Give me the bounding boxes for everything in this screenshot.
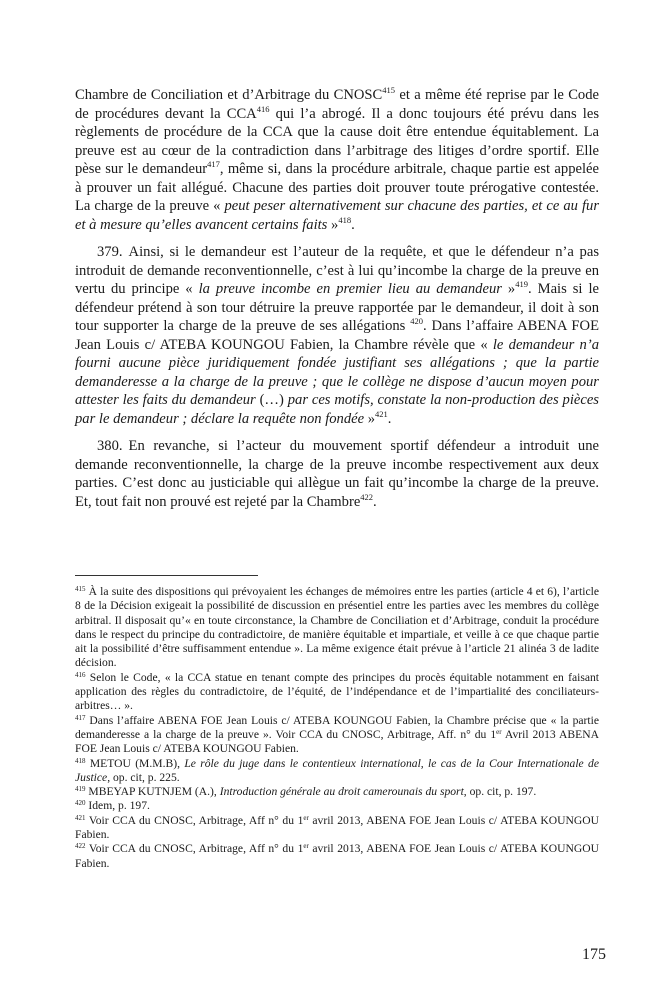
footnote-number: 415 bbox=[75, 585, 86, 593]
text-run: et a même été reprise par le Code de procédures devant la CCA bbox=[75, 87, 600, 122]
book-title: Le rôle du juge dans le contentieux international, le cas de la Cour Internationale de Justice bbox=[75, 756, 599, 784]
footnotes bbox=[75, 585, 599, 871]
footnote-text: , op. cit, p. 225. bbox=[107, 770, 180, 784]
footnote-text: Voir CCA du CNOSC, Arbitrage, Aff n° du 1 bbox=[85, 842, 304, 856]
footnote-number: 422 bbox=[75, 842, 86, 851]
main-text bbox=[75, 86, 599, 520]
text-run: Chambre de Conciliation et d’Arbitrage du CNOSC bbox=[75, 87, 383, 103]
italic-quote: peut peser alternativement sur chacune des parties, et ce au fur et à mesure qu’elles avancent certains faits bbox=[75, 198, 600, 233]
footnote-415 bbox=[75, 585, 599, 671]
text-run: . Dans l’affaire ABENA FOE Jean Louis c/ ATEBA KOUNGOU Fabien, la Chambre révèle que « bbox=[75, 318, 599, 353]
paragraph-380 bbox=[75, 437, 599, 511]
footnote-number: 417 bbox=[75, 713, 86, 722]
paragraph-continued bbox=[75, 86, 599, 234]
paragraph-number: 380. bbox=[97, 438, 123, 454]
footnote-text: MBEYAP KUTNJEM (A.), bbox=[85, 785, 220, 799]
footnote-separator bbox=[75, 575, 258, 576]
footnote-420 bbox=[75, 799, 599, 813]
book-title: Introduction générale au droit camerounais du sport bbox=[219, 785, 464, 799]
footnote-419 bbox=[75, 785, 599, 799]
footnote-number: 416 bbox=[75, 670, 86, 679]
text-run: qui l’a abrogé. Il a donc toujours été prévu dans les règlements de procédure de la CCA que la cause doit être entendue équitablement. La preuve est au cœur de la contradiction dans l’arbitrage des litiges d’ordre sportif. Elle pèse sur le demandeur bbox=[75, 105, 599, 177]
footnote-421 bbox=[75, 814, 599, 843]
italic-quote: par ces motifs, constate la non-production des pièces par le demandeur ; déclare la requête non fondée bbox=[75, 392, 599, 427]
page-number: 175 bbox=[582, 946, 606, 963]
footnote-text: METOU (M.M.B), bbox=[85, 756, 185, 770]
footnote-ref: 418 bbox=[338, 214, 352, 225]
footnote-ref: 419 bbox=[515, 279, 528, 289]
paragraph-379 bbox=[75, 243, 599, 428]
footnote-number: 421 bbox=[75, 813, 86, 822]
footnote-ref: 415 bbox=[382, 85, 396, 95]
text-run: Ainsi, si le demandeur est l’auteur de la requête, et que le défendeur n’a pas introduit de demande reconventionnelle, c’est à lui qu’incombe la charge de la preuve en vertu du principe « bbox=[75, 244, 599, 297]
footnote-ref: 422 bbox=[360, 491, 374, 502]
footnote-422 bbox=[75, 842, 599, 871]
text-run: . Mais si le défendeur prétend à son tour détruire la preuve rapportée par le demandeur, il doit à son tour supporter la charge de la preuve de ses allégations bbox=[75, 281, 599, 334]
footnote-text: avril 2013, ABENA FOE Jean Louis c/ ATEBA KOUNGOU Fabien. bbox=[75, 842, 599, 870]
text-run: » bbox=[364, 410, 376, 427]
footnote-number: 418 bbox=[75, 756, 86, 765]
text-run: . bbox=[351, 216, 355, 233]
italic-quote: le demandeur n’a fourni aucune pièce juridiquement fondée justifiant ses allégations ; que la partie demanderesse a la charge de la preuve ; que le collège ne dispose d’aucun moyen pour attester les faits du demandeur bbox=[75, 336, 599, 408]
italic-quote: la preuve incombe en premier lieu au demandeur bbox=[198, 281, 502, 297]
footnote-text: Voir CCA du CNOSC, Arbitrage, Aff n° du 1 bbox=[85, 813, 304, 827]
footnote-text: Selon le Code, « la CCA statue en tenant compte des principes du procès équitable notamment en faisant application des règles du contradictoire, de l’équité, de l’indépendance et de l’impartialité des conciliateurs-arbitres… ». bbox=[75, 670, 599, 713]
text-run: . bbox=[373, 493, 377, 510]
footnote-418 bbox=[75, 757, 599, 786]
text-run: En revanche, si l’acteur du mouvement sportif défendeur a introduit une demande reconventionnelle, la charge de la preuve incombe respectivement aux deux parties. C’est donc au justiciable qui allègue un fait qu’incombe la charge de la preuve. Et, tout fait non prouvé est rejeté par la Chambre bbox=[75, 438, 599, 510]
footnote-ref: 416 bbox=[256, 103, 270, 114]
footnote-416 bbox=[75, 671, 599, 714]
ordinal-suffix: er bbox=[496, 727, 502, 736]
footnote-ref: 420 bbox=[410, 316, 423, 326]
footnote-number: 420 bbox=[75, 799, 86, 808]
text-run: , même si, dans la procédure arbitrale, chaque partie est appelée à prouver un fait allégué. Chacune des parties doit prouver toute prérogative contestée. La charge de la preuve « bbox=[75, 161, 599, 214]
paragraph-number: 379. bbox=[97, 244, 123, 260]
footnote-text: Idem, p. 197. bbox=[85, 799, 150, 813]
text-run: . bbox=[387, 410, 392, 427]
footnote-text: avril 2013, ABENA FOE Jean Louis c/ ATEBA KOUNGOU Fabien. bbox=[75, 813, 599, 842]
text-run: (…) bbox=[255, 392, 288, 408]
footnote-ref: 417 bbox=[207, 159, 220, 169]
text-run: » bbox=[501, 281, 516, 297]
footnote-ref: 421 bbox=[375, 408, 388, 419]
footnote-text: Dans l’affaire ABENA FOE Jean Louis c/ ATEBA KOUNGOU Fabien, la Chambre précise que « la partie demanderesse a la charge de la preuve ». Voir CCA du CNOSC, Arbitrage, Aff. n° du 1 bbox=[75, 713, 599, 741]
text-run: » bbox=[327, 216, 339, 233]
ordinal-suffix: er bbox=[303, 813, 309, 822]
footnote-text: , op. cit, p. 197. bbox=[463, 785, 537, 799]
footnote-number: 419 bbox=[75, 785, 86, 794]
ordinal-suffix: er bbox=[303, 842, 309, 851]
footnote-417 bbox=[75, 714, 599, 757]
footnote-text: À la suite des dispositions qui prévoyaient les échanges de mémoires entre les parties (article 4 et 6), l’article 8 de la Décision exigeait la possibilité de discussion en présentiel entre les parties avec les membres du collège arbitral. Il disposait qu’« en toute circonstance, la Chambre de Conciliation et d’Arbitrage, conduit la procédure dans le respect du principe du contradictoire, de manière équitable et impartiale, et veille à ce que chaque partie ait la possibilité d’être suffisamment entendue ». La même exigence était prévue à l’article 21 alinéa 3 de ladite décision. bbox=[75, 585, 599, 670]
footnote-text: Avril 2013 ABENA FOE Jean Louis c/ ATEBA KOUNGOU Fabien. bbox=[75, 727, 599, 756]
